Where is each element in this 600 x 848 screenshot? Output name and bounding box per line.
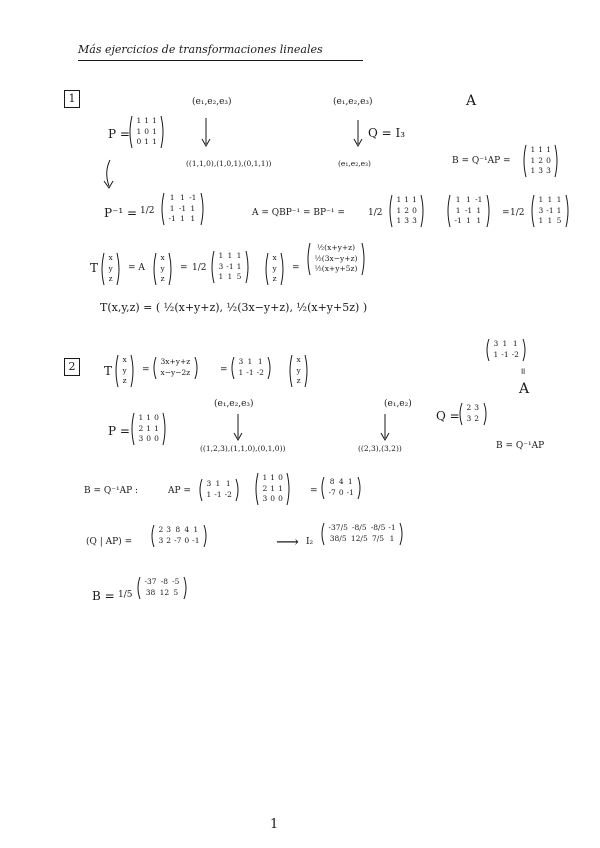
matrix-cell: 4 xyxy=(184,525,190,534)
matrix-cell: 3 xyxy=(166,525,172,534)
title-underline xyxy=(78,60,363,61)
matrix-cell: 2 xyxy=(158,525,164,534)
matrix-cell: 3 xyxy=(238,357,244,366)
matrix-cell: 1 xyxy=(530,155,536,165)
ex2-matrix-a xyxy=(485,338,527,362)
matrix-cell: 1 xyxy=(493,350,499,359)
right-paren xyxy=(183,576,188,600)
matrix-cell: z xyxy=(296,376,301,386)
ex2-t-eq-1: = xyxy=(142,365,150,375)
matrix-cell: 3 xyxy=(466,414,472,423)
matrix-cell: 1 xyxy=(146,413,152,422)
ex1-basis-e-right: (e₁,e₂,e₃) xyxy=(333,97,373,107)
matrix-cell: -1 xyxy=(178,203,187,213)
ex2-t-definition xyxy=(152,356,199,380)
ex1-down-arrow-p xyxy=(102,160,116,190)
matrix-cell: 1 xyxy=(389,534,395,543)
matrix-cell: x xyxy=(272,253,277,262)
ex1-t-eq-2: = xyxy=(292,263,300,273)
ex2-i2-label: I₂ xyxy=(306,537,314,547)
matrix-cell: 1 xyxy=(547,216,553,226)
right-paren xyxy=(483,402,488,426)
matrix-cell: z xyxy=(160,274,165,284)
ex2-matrix-q xyxy=(458,402,488,426)
matrix-cell: 0 xyxy=(270,494,276,504)
matrix-entries xyxy=(293,354,304,388)
matrix-cell: 1 xyxy=(455,205,461,215)
right-paren xyxy=(168,252,173,286)
matrix-cell: -2 xyxy=(511,350,519,359)
matrix-entries xyxy=(325,522,399,546)
matrix-cell: 1 xyxy=(546,145,551,154)
matrix-cell: 7/5 xyxy=(372,534,385,543)
matrix-cell: 3 xyxy=(538,205,544,215)
matrix-cell: 0 xyxy=(146,434,152,444)
ex2-basis-w: ((2,3),(3,2)) xyxy=(358,444,402,453)
matrix-cell: 0 xyxy=(184,536,190,545)
matrix-cell: 1 xyxy=(169,203,175,213)
matrix-cell: 3 xyxy=(262,494,268,504)
ex1-t-vector-2 xyxy=(152,252,173,286)
matrix-cell: 1 xyxy=(247,357,253,366)
matrix-cell: 1 xyxy=(270,473,276,482)
matrix-cell: 1 xyxy=(538,216,544,226)
right-paren xyxy=(235,478,240,502)
matrix-cell: 2 xyxy=(474,414,480,423)
matrix-cell: 0 xyxy=(278,473,283,482)
matrix-entries xyxy=(463,402,483,426)
ex1-q-label: Q = I₃ xyxy=(368,126,406,140)
page-title: Más ejercicios de transformaciones lineales xyxy=(78,43,323,56)
matrix-cell: 1 xyxy=(502,339,508,348)
matrix-cell: 3 xyxy=(538,166,544,176)
right-paren xyxy=(565,194,570,228)
matrix-cell: -7 xyxy=(328,488,336,497)
matrix-cell: ½(3x−y+z) xyxy=(314,253,358,263)
matrix-cell: -8/5 xyxy=(352,523,367,532)
matrix-cell: 0 xyxy=(154,434,159,444)
matrix-cell: 1 xyxy=(262,473,268,482)
matrix-cell: 1 xyxy=(538,145,544,154)
ex2-down-arrow-right xyxy=(379,414,391,442)
matrix-cell: -1 xyxy=(454,216,462,226)
exercise-1-number: 1 xyxy=(64,90,80,108)
matrix-entries xyxy=(325,476,357,500)
matrix-cell: 3 xyxy=(158,536,164,545)
matrix-cell: 38 xyxy=(145,588,156,597)
matrix-cell: 1 xyxy=(404,195,410,204)
ex2-ap-label: AP = xyxy=(168,486,191,496)
matrix-cell: 1 xyxy=(227,251,233,260)
matrix-cell: -7 xyxy=(174,536,182,545)
ex1-b-label: B = Q⁻¹AP = xyxy=(452,156,511,166)
right-paren xyxy=(160,115,165,149)
ex1-a-eq-tail: = xyxy=(502,208,510,218)
matrix-cell: 1 xyxy=(396,195,402,204)
matrix-cell: -1 xyxy=(388,523,396,532)
matrix-cell: 0 xyxy=(278,494,283,504)
matrix-cell: x xyxy=(296,355,301,364)
ex2-matrix-reduced xyxy=(320,522,404,546)
matrix-cell: 8 xyxy=(329,477,335,486)
matrix-cell: 1 xyxy=(238,368,244,377)
ex2-t-vector-2 xyxy=(288,354,309,388)
matrix-cell: 3 xyxy=(493,339,499,348)
matrix-cell: 1 xyxy=(190,214,196,224)
matrix-cell: z xyxy=(122,376,127,386)
matrix-cell: 5 xyxy=(236,272,242,282)
matrix-cell: 1 xyxy=(225,479,231,488)
ex1-matrix-a-left xyxy=(388,194,425,228)
matrix-cell: 1 xyxy=(138,413,144,422)
matrix-cell: 1 xyxy=(136,126,142,136)
matrix-cell: 0 xyxy=(412,205,417,215)
matrix-cell: 2 xyxy=(404,205,410,215)
matrix-entries xyxy=(203,478,235,502)
matrix-cell: 1 xyxy=(218,272,224,282)
ex1-down-arrow-right xyxy=(352,120,364,148)
right-paren xyxy=(116,252,121,286)
ex1-t-matrix-a xyxy=(210,250,250,284)
matrix-cell: 1 xyxy=(227,272,233,282)
matrix-cell: 2 xyxy=(138,423,144,433)
matrix-cell: 1 xyxy=(180,193,185,202)
ex2-b-fifth: 1/5 xyxy=(118,590,133,600)
matrix-cell: 1 xyxy=(476,216,482,226)
ex1-down-arrow-left xyxy=(200,118,212,148)
matrix-cell: 1 xyxy=(278,483,283,493)
matrix-cell: y xyxy=(122,365,127,375)
matrix-cell: z xyxy=(108,274,113,284)
matrix-cell: 1 xyxy=(455,195,461,204)
matrix-cell: 8 xyxy=(175,525,181,534)
matrix-cell: 3 xyxy=(206,479,212,488)
matrix-cell: 1 xyxy=(144,116,150,125)
matrix-entries xyxy=(157,356,194,380)
matrix-cell: z xyxy=(272,274,277,284)
ex2-b-equation: B = Q⁻¹AP : xyxy=(84,486,139,496)
matrix-cell: 1 xyxy=(466,216,471,226)
ex2-label-a: A xyxy=(519,381,530,397)
matrix-cell: 0 xyxy=(154,413,159,422)
matrix-cell: 3 xyxy=(474,403,480,412)
matrix-cell: 1 xyxy=(512,339,518,348)
matrix-cell: y xyxy=(108,263,113,273)
right-paren xyxy=(357,476,362,500)
matrix-cell: 3 xyxy=(404,216,410,226)
matrix-cell: 38/5 xyxy=(329,534,347,543)
right-paren xyxy=(420,194,425,228)
matrix-cell: -1 xyxy=(189,193,197,202)
ex2-matrix-qap xyxy=(150,524,208,548)
matrix-cell: -1 xyxy=(464,205,473,215)
matrix-cell: 12 xyxy=(159,588,170,597)
matrix-cell: 0 xyxy=(144,126,150,136)
matrix-cell: 2 xyxy=(466,403,472,412)
matrix-cell: -8 xyxy=(160,577,168,586)
matrix-entries xyxy=(165,192,200,226)
matrix-entries xyxy=(311,242,361,276)
matrix-cell: -1 xyxy=(246,368,254,377)
matrix-cell: 1 xyxy=(547,195,553,204)
matrix-cell: 1 xyxy=(530,166,536,176)
matrix-cell: 1 xyxy=(215,479,221,488)
matrix-cell: 3x+y+z xyxy=(160,357,191,366)
matrix-cell: -1 xyxy=(214,490,222,499)
matrix-cell: 2 xyxy=(538,155,544,165)
matrix-cell: 3 xyxy=(412,216,417,226)
ex1-label-a: A xyxy=(466,93,477,109)
matrix-cell: -1 xyxy=(475,195,483,204)
matrix-entries xyxy=(451,194,486,228)
ex1-t-eq-half: = xyxy=(180,263,188,273)
matrix-entries xyxy=(269,252,280,286)
matrix-cell: x xyxy=(122,355,127,364)
ex2-matrix-b-final xyxy=(136,576,188,600)
ex2-t-label: T xyxy=(104,364,113,378)
ex1-t-label: T xyxy=(90,261,99,275)
matrix-entries xyxy=(215,250,245,284)
ex1-pinv-half: 1/2 xyxy=(140,206,155,216)
matrix-cell: 1 xyxy=(218,251,224,260)
matrix-cell: 1 xyxy=(396,216,402,226)
matrix-cell: 1 xyxy=(152,137,157,147)
matrix-cell: 1 xyxy=(152,116,157,125)
matrix-cell: 1 xyxy=(144,137,150,147)
matrix-cell: -1 xyxy=(226,261,234,271)
ex1-a-equation: A = QBP⁻¹ = BP⁻¹ = xyxy=(252,208,345,218)
matrix-cell: 1 xyxy=(556,195,562,204)
matrix-entries xyxy=(393,194,420,228)
matrix-cell: 1 xyxy=(136,116,142,125)
ex1-a-half: 1/2 xyxy=(368,208,383,218)
right-paren xyxy=(130,354,135,388)
matrix-cell: 5 xyxy=(173,588,179,597)
matrix-cell: -8/5 xyxy=(370,523,386,532)
ex2-matrix-ap-right xyxy=(254,472,291,506)
matrix-cell: -37 xyxy=(144,577,157,586)
matrix-cell: -2 xyxy=(224,490,232,499)
right-paren xyxy=(554,144,559,178)
ex1-a-result-half: 1/2 xyxy=(510,208,525,218)
ex1-basis-e-bottom: (e₁,e₂,e₃) xyxy=(338,159,371,168)
right-paren xyxy=(486,194,491,228)
ex2-b-label: B = Q⁻¹AP xyxy=(496,441,545,451)
right-paren xyxy=(162,412,167,446)
matrix-entries xyxy=(119,354,130,388)
ex2-p-label: P = xyxy=(108,424,130,438)
matrix-cell: y xyxy=(160,263,165,273)
ex2-b-final-label: B = xyxy=(92,589,115,603)
matrix-entries xyxy=(105,252,116,286)
right-paren xyxy=(194,356,199,380)
matrix-cell: x xyxy=(108,253,113,262)
matrix-entries xyxy=(155,524,203,548)
matrix-cell: 5 xyxy=(556,216,562,226)
matrix-cell: y xyxy=(272,263,277,273)
right-paren xyxy=(245,250,250,284)
matrix-cell: x−y−2z xyxy=(160,368,191,377)
matrix-entries xyxy=(527,144,554,178)
matrix-cell: 1 xyxy=(530,145,536,154)
matrix-cell: -1 xyxy=(501,350,509,359)
matrix-cell: 12/5 xyxy=(350,534,368,543)
matrix-cell: 1 xyxy=(146,423,152,433)
ex2-t-eq-2: = xyxy=(220,365,228,375)
ex2-equals-vertical: ॥ xyxy=(520,367,526,377)
matrix-cell: -1 xyxy=(546,205,554,215)
exercise-2-number: 2 xyxy=(64,358,80,376)
ex2-t-matrix xyxy=(230,356,272,380)
ex2-q-label: Q = xyxy=(436,409,460,423)
ex1-t-eq-a: = A xyxy=(128,263,145,273)
matrix-cell: 1 xyxy=(538,195,544,204)
matrix-cell: 1 xyxy=(236,251,242,260)
matrix-cell: -2 xyxy=(256,368,264,377)
matrix-cell: -37/5 xyxy=(328,523,348,532)
ex1-t-half: 1/2 xyxy=(192,263,207,273)
matrix-cell: 1 xyxy=(396,205,402,215)
right-paren xyxy=(267,356,272,380)
matrix-cell: -1 xyxy=(192,536,200,545)
matrix-entries xyxy=(135,412,162,446)
matrix-cell: 1 xyxy=(236,261,242,271)
matrix-cell: 1 xyxy=(257,357,263,366)
matrix-cell: 0 xyxy=(546,155,551,165)
right-paren xyxy=(304,354,309,388)
right-paren xyxy=(200,192,205,226)
matrix-entries xyxy=(157,252,168,286)
matrix-cell: 2 xyxy=(166,536,172,545)
ex1-matrix-a-right xyxy=(446,194,491,228)
matrix-cell: 1 xyxy=(152,126,157,136)
matrix-cell: 1 xyxy=(180,214,185,224)
matrix-cell: x xyxy=(160,253,165,262)
matrix-entries xyxy=(259,472,286,506)
ex1-basis-v: ((1,1,0),(1,0,1),(0,1,1)) xyxy=(186,159,272,168)
matrix-cell: 1 xyxy=(169,193,175,202)
matrix-cell: 1 xyxy=(476,205,482,215)
right-paren xyxy=(280,252,285,286)
ex2-reduce-arrow: ⟶ xyxy=(276,532,299,551)
matrix-cell: 1 xyxy=(193,525,199,534)
ex1-matrix-a-result xyxy=(530,194,570,228)
matrix-cell: -1 xyxy=(168,214,176,224)
matrix-cell: 0 xyxy=(136,137,142,147)
ex1-matrix-pinv xyxy=(160,192,205,226)
matrix-entries xyxy=(133,115,160,149)
ex2-t-vector xyxy=(114,354,135,388)
ex2-qap-label: (Q | AP) = xyxy=(86,537,133,547)
matrix-entries xyxy=(235,356,267,380)
right-paren xyxy=(361,242,366,276)
right-paren xyxy=(286,472,291,506)
ex1-basis-e-top: (e₁,e₂,e₃) xyxy=(192,97,232,107)
ex1-p-label: P = xyxy=(108,127,130,141)
page-number: 1 xyxy=(270,817,279,832)
ex1-matrix-p xyxy=(128,115,165,149)
ex2-ap-eq: = xyxy=(310,486,318,496)
matrix-entries xyxy=(535,194,565,228)
matrix-cell: 1 xyxy=(270,483,276,493)
ex1-pinv-label: P⁻¹ = xyxy=(104,206,138,220)
matrix-cell: 1 xyxy=(466,195,471,204)
matrix-cell: 3 xyxy=(546,166,551,176)
matrix-cell: 1 xyxy=(412,195,417,204)
matrix-cell: ½(x+y+z) xyxy=(316,243,355,252)
matrix-cell: 0 xyxy=(338,488,344,497)
matrix-cell: y xyxy=(296,365,301,375)
matrix-cell: 1 xyxy=(206,490,212,499)
matrix-entries xyxy=(490,338,522,362)
matrix-cell: 1 xyxy=(154,423,159,433)
ex2-matrix-ap-result xyxy=(320,476,362,500)
ex1-matrix-b xyxy=(522,144,559,178)
matrix-cell: 3 xyxy=(218,261,224,271)
matrix-cell: 2 xyxy=(262,483,268,493)
matrix-cell: 1 xyxy=(556,205,562,215)
ex2-down-arrow-left xyxy=(232,414,244,442)
matrix-cell: 1 xyxy=(190,203,196,213)
matrix-cell: 4 xyxy=(338,477,344,486)
matrix-cell: -5 xyxy=(172,577,180,586)
right-paren xyxy=(522,338,527,362)
right-paren xyxy=(203,524,208,548)
matrix-cell: -1 xyxy=(346,488,354,497)
matrix-entries xyxy=(141,576,183,600)
matrix-cell: ½(x+y+5z) xyxy=(314,264,358,274)
ex1-t-vector xyxy=(100,252,121,286)
ex2-basis-e2: (e₁,e₂) xyxy=(384,399,412,409)
ex1-t-formula: T(x,y,z) = ( ½(x+y+z), ½(3x−y+z), ½(x+y+5z) ) xyxy=(100,301,368,314)
ex2-matrix-ap-left xyxy=(198,478,240,502)
matrix-cell: 3 xyxy=(138,434,144,444)
ex1-t-vector-3 xyxy=(264,252,285,286)
ex1-t-result xyxy=(306,242,366,276)
ex2-basis-e: (e₁,e₂,e₃) xyxy=(214,399,254,409)
right-paren xyxy=(399,522,404,546)
ex2-matrix-p xyxy=(130,412,167,446)
matrix-cell: 1 xyxy=(347,477,353,486)
ex2-basis-v: ((1,2,3),(1,1,0),(0,1,0)) xyxy=(200,444,286,453)
